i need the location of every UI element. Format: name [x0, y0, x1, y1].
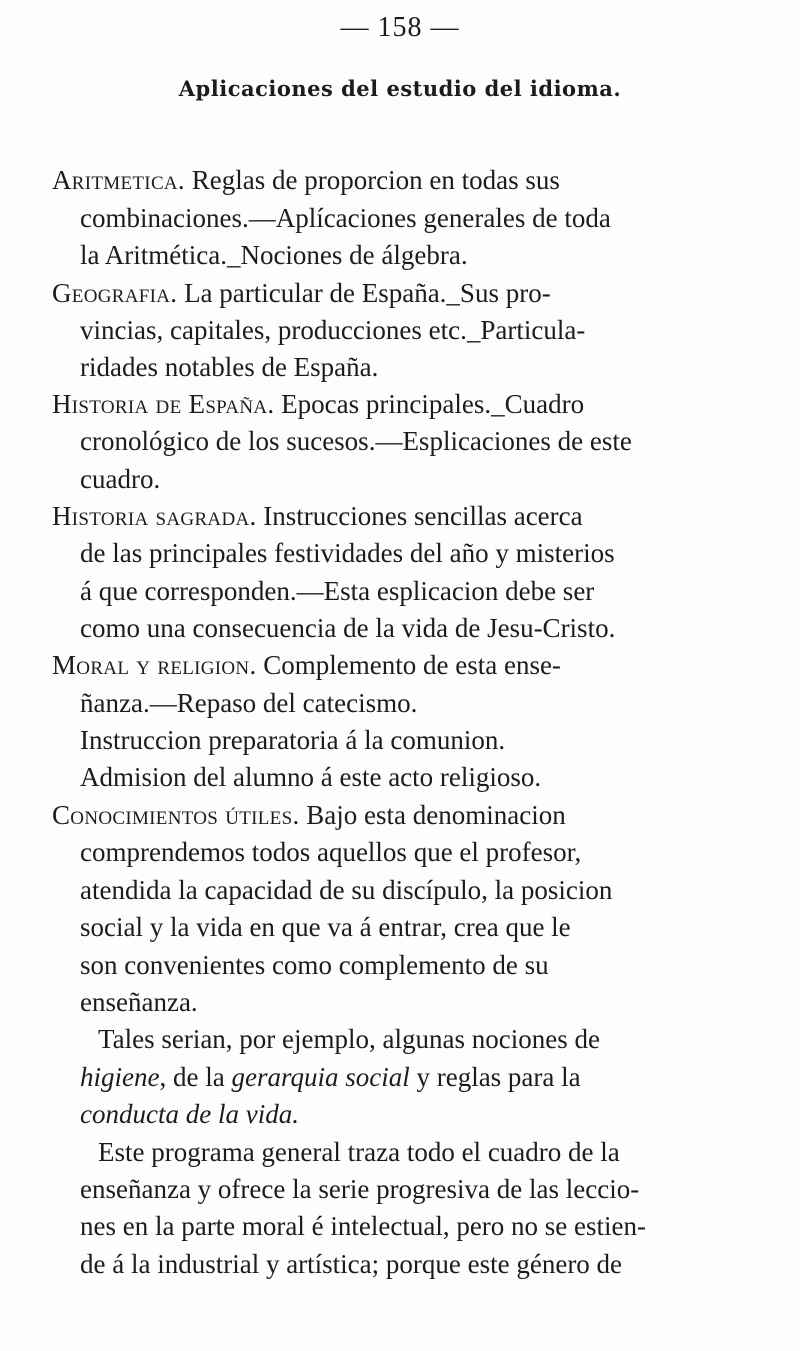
subject-term: Conocimientos útiles. — [52, 800, 300, 830]
text-line: enseñanza. — [80, 987, 198, 1017]
text-line: como una consecuencia de la vida de Jesu-Cristo. — [80, 613, 616, 643]
text-line: Tales serian, por ejemplo, algunas nociones de — [98, 1024, 600, 1054]
italic-text: gerarquia social — [231, 1062, 410, 1092]
text-line: social y la vida en que va á entrar, crea que le — [80, 912, 571, 942]
subject-term: Aritmetica. — [52, 165, 185, 195]
text-line: de las principales festividades del año y misterios — [80, 538, 615, 568]
text-line: combinaciones.—Aplícaciones generales de toda — [80, 203, 611, 233]
text-line: Moral y religion. Complemento de esta ense- — [52, 650, 561, 680]
text-line: Instruccion preparatoria á la comunion. — [80, 725, 506, 755]
text-line: Conocimientos útiles. Bajo esta denominacion — [52, 800, 566, 830]
text-line: vincias, capitales, producciones etc._Particula- — [80, 315, 586, 345]
text-line: Admision del alumno á este acto religioso. — [80, 762, 542, 792]
text-line: Geografia. La particular de España._Sus pro- — [52, 278, 551, 308]
text-line — [80, 1097, 299, 1131]
text-line: ridades notables de España. — [80, 352, 379, 382]
text-line: cronológico de los sucesos.—Esplicaciones de este — [80, 426, 632, 456]
section-heading: Aplicaciones del estudio del idioma. — [178, 76, 622, 101]
text-line: enseñanza y ofrece la serie progresiva de las leccio- — [80, 1174, 640, 1204]
text-line: atendida la capacidad de su discípulo, la posicion — [80, 875, 613, 905]
text-line: Historia de España. Epocas principales._Cuadro — [52, 389, 585, 419]
page-number: — 158 — — [340, 12, 460, 43]
text-line: comprendemos todos aquellos que el profesor, — [80, 837, 582, 867]
subject-term: Historia sagrada. — [52, 501, 257, 531]
text-line: Aritmetica. Reglas de proporcion en todas sus — [52, 165, 560, 195]
subject-term: Historia de España. — [52, 389, 275, 419]
subject-term: Moral y religion. — [52, 650, 257, 680]
text-line: de á la industrial y artística; porque este género de — [80, 1249, 623, 1279]
text-line: nes en la parte moral é intelectual, pero no se estien- — [80, 1211, 647, 1241]
text-line: á que corresponden.—Esta esplicacion debe ser — [80, 576, 595, 606]
text-line: Este programa general traza todo el cuadro de la — [98, 1137, 620, 1167]
italic-text: higiene — [80, 1062, 160, 1092]
text-line: higiene, de la gerarquia social y reglas para la — [80, 1062, 581, 1092]
text-line: cuadro. — [80, 464, 161, 494]
text-line: son convenientes como complemento de su — [80, 950, 549, 980]
text-line: Historia sagrada. Instrucciones sencillas acerca — [52, 501, 583, 531]
text-line: ñanza.—Repaso del catecismo. — [80, 688, 418, 718]
subject-term: Geografia. — [52, 278, 178, 308]
italic-text: conducta de la vida. — [80, 1099, 299, 1129]
text-line: la Aritmética._Nociones de álgebra. — [80, 240, 468, 270]
